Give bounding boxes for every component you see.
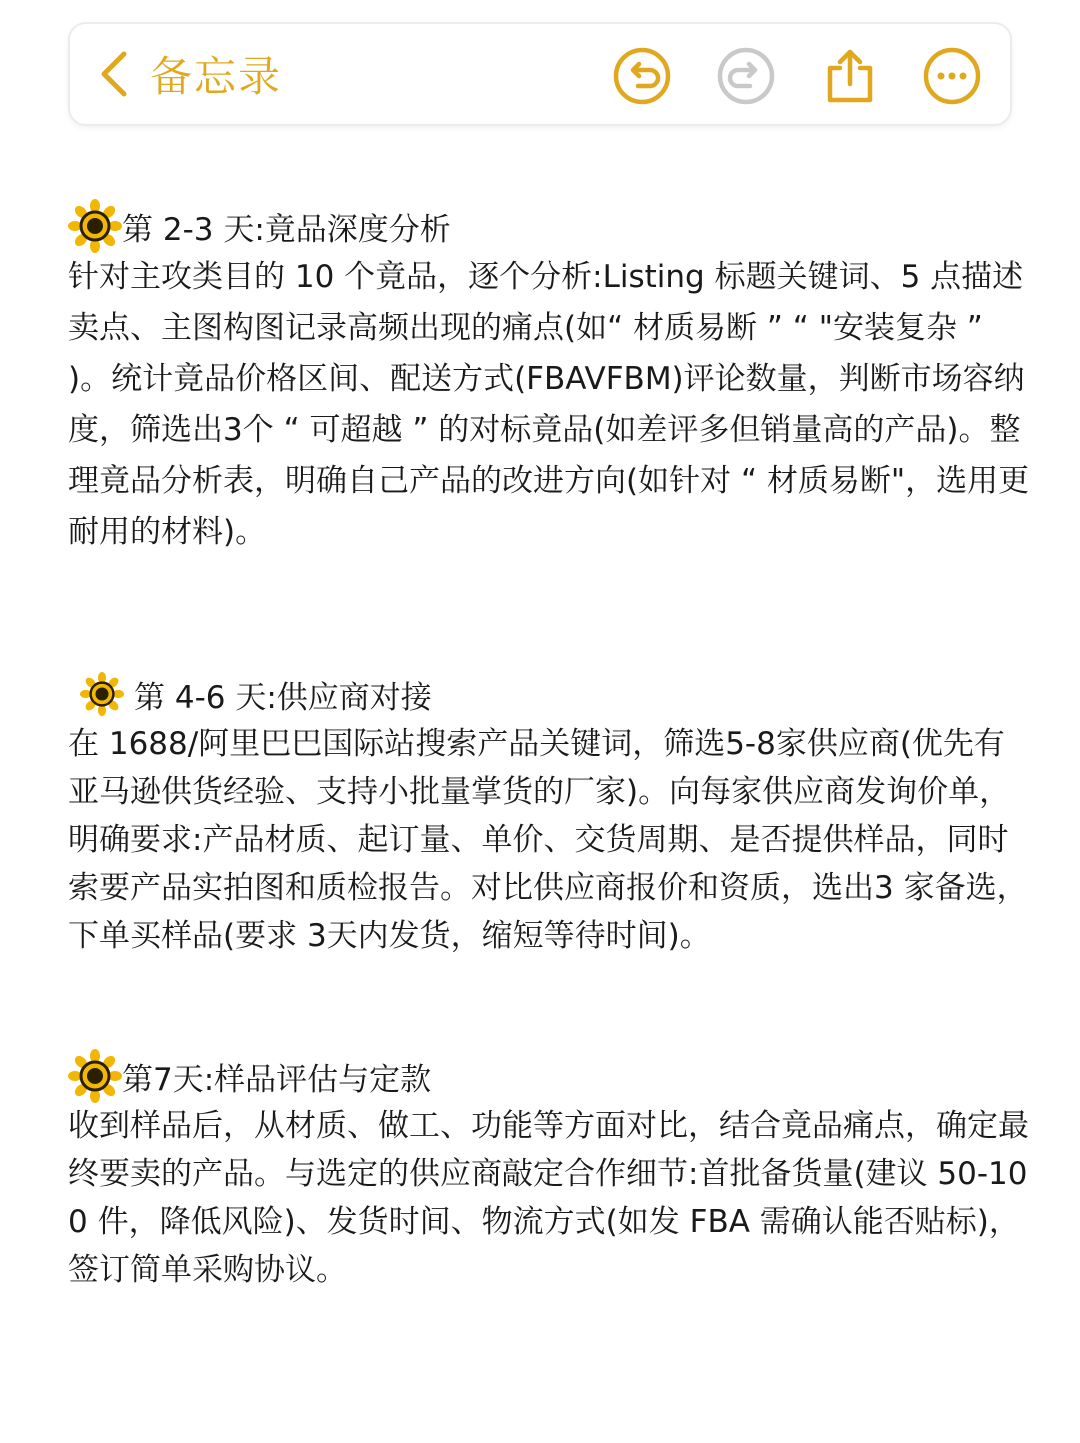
section-body: 收到样品后，从材质、做工、功能等方面对比，结合竟品痛点，确定最终要卖的产品。与选定的供应商敲定合作细节:首批备货量(建议 50-100 件，降低风险)、发货时间、物流方式(如发 FBA 需确认能否贴标)，签订简单采购协议。 <box>68 1108 1029 1288</box>
toolbar <box>68 22 1012 126</box>
note-section <box>68 1050 1032 1294</box>
more-icon <box>922 46 982 106</box>
section-title: 第7天:样品评估与定款 <box>122 1061 432 1098</box>
sun-icon <box>68 199 122 253</box>
note-section <box>68 200 1032 558</box>
share-icon <box>820 46 880 106</box>
undo-button[interactable] <box>612 46 672 106</box>
note-section <box>68 668 1032 960</box>
redo-icon <box>716 46 776 106</box>
section-heading <box>68 1050 1032 1102</box>
sun-icon <box>68 1049 122 1103</box>
sun-icon <box>80 672 124 716</box>
share-button[interactable] <box>820 46 880 106</box>
more-button[interactable] <box>922 46 982 106</box>
redo-button[interactable] <box>716 46 776 106</box>
section-heading <box>68 668 1032 720</box>
back-button[interactable] <box>98 44 282 104</box>
back-label: 备忘录 <box>150 52 283 101</box>
section-title: 第 4-6 天:供应商对接 <box>134 679 432 716</box>
section-heading <box>68 200 1032 252</box>
chevron-left-icon <box>98 50 128 98</box>
section-body: 在 1688/阿里巴巴国际站搜索产品关键词，筛选5-8家供应商(优先有亚马逊供货经验、支持小批量掌货的厂家)。向每家供应商发询价单，明确要求:产品材质、起订量、单价、交货周期、是否提供样品，同时索要产品实拍图和质检报告。对比供应商报价和资质，选出3 家备选，下单买样品(要求 3天内发货，缩短等待时间)。 <box>68 726 1028 954</box>
undo-icon <box>612 46 672 106</box>
section-title: 第 2-3 天:竟品深度分析 <box>122 211 451 248</box>
section-body: 针对主攻类目的 10 个竟品，逐个分析:Listing 标题关键词、5 点描述卖点、主图构图记录高频出现的痛点(如“ 材质易断 ” “ "安装复杂 ” )。统计竟品价格区间、配送方式(FBAVFBM)评论数量，判断市场容纳度，筛选出3个 “ 可超越 ” 的对标竟品(如差评多但销量高的产品)。整理竟品分析表，明确自己产品的改进方向(如针对 “ 材质易断"，选用更耐用的材料)。 <box>68 259 1030 550</box>
